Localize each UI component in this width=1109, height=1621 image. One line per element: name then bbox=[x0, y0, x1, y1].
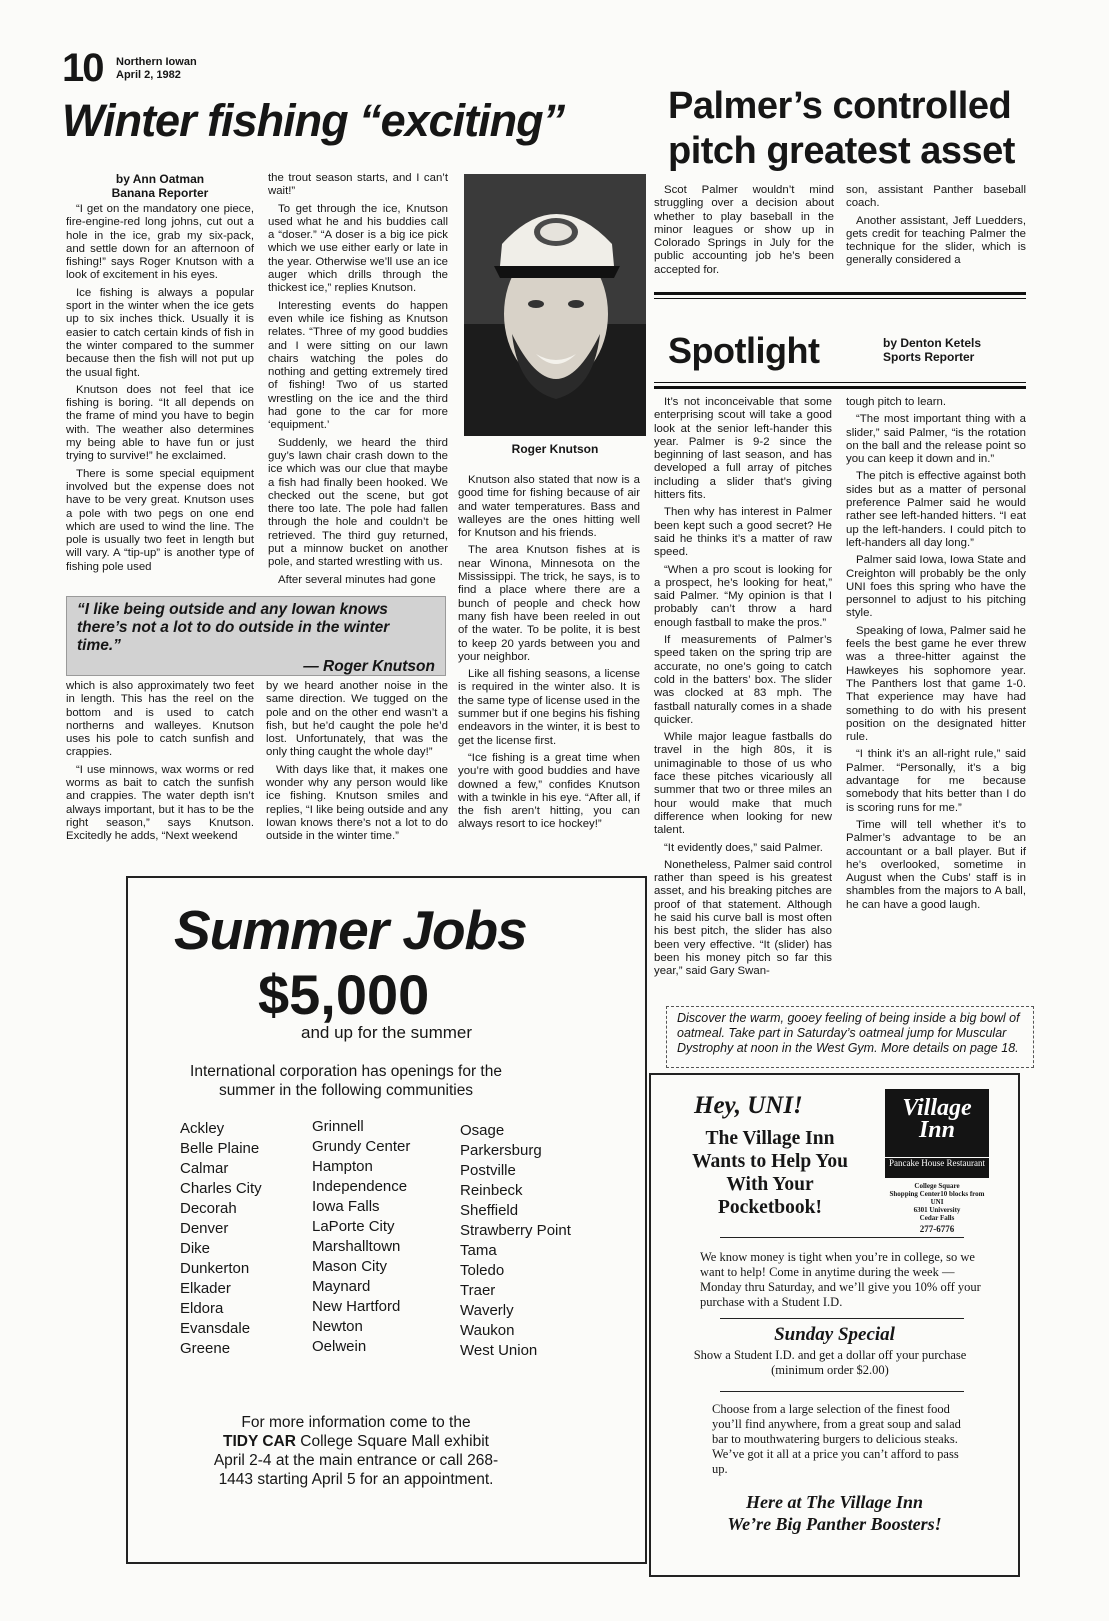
village-inn-lead: The Village Inn Wants to Help You With Your Pocketbook! bbox=[692, 1128, 848, 1218]
city-item: Hampton bbox=[312, 1158, 373, 1175]
paragraph: If measurements of Palmer’s speed taken on the spring trip are accurate, no one’s going to catch cold in the batters’ box. The slider was clocked at 83 mph. The fastball naturally comes in a shade quicker. bbox=[654, 634, 832, 726]
city-item: Belle Plaine bbox=[180, 1140, 260, 1157]
village-inn-logo bbox=[885, 1089, 989, 1157]
portrait-illustration bbox=[464, 174, 646, 436]
city-item: Newton bbox=[312, 1318, 363, 1335]
issue-date: April 2, 1982 bbox=[116, 69, 181, 81]
city-item: Grinnell bbox=[312, 1118, 364, 1135]
spotlight-title: Spotlight bbox=[668, 330, 820, 371]
city-item: Strawberry Point bbox=[460, 1222, 571, 1239]
jobs-city-list-3 bbox=[460, 1121, 610, 1361]
spotlight-byline-role: Sports Reporter bbox=[883, 350, 975, 364]
jobs-city-list-2 bbox=[312, 1117, 452, 1357]
spotlight-byline-name: by Denton Ketels bbox=[883, 336, 982, 350]
sunday-special-title: Sunday Special bbox=[774, 1324, 895, 1345]
village-inn-logo-name: Village Inn bbox=[902, 1095, 972, 1143]
city-item: Tama bbox=[460, 1242, 497, 1259]
paragraph: It’s not inconceivable that some enterprising scout will take a good look at the senior left-hander this year. Palmer is 9-2 since the beginning of last season, and has developed a full array of pitches including a slider that’s giving hitters fits. bbox=[654, 396, 832, 502]
city-item: Sheffield bbox=[460, 1202, 519, 1219]
paragraph: Knutson also stated that now is a good time for fishing because of air and water temperatures. Bass and walleyes are the ones hitting well for Knutson and his friends. bbox=[458, 474, 640, 540]
paragraph: “I use minnows, wax worms or red worms as bait to catch the sunfish and crappies. The water depth isn’t always important, but it has to be the right season,” says Knutson. Excitedly he adds, “Next weekend bbox=[66, 763, 254, 843]
address-line: Cedar Falls bbox=[919, 1214, 955, 1222]
paragraph: The area Knutson fishes at is near Winona, Minnesota on the Mississippi. The trick, he says, is to find a place where there are a bunch of people and check how many fish have been reeled in out of the water. To be polite, it is best to keep 20 yards between you and your neighbor. bbox=[458, 544, 640, 663]
city-item: Independence bbox=[312, 1178, 408, 1195]
paragraph: There is some special equipment involved but the expense does not have to be very great. Knutson uses a pole with two pegs on one end which are used to wind the line. The pole is usually two feet in length but will vary. A “tip-up” is another type of fishing pole used bbox=[66, 467, 254, 573]
address-line: College Square bbox=[914, 1182, 960, 1190]
city-item: Decorah bbox=[180, 1200, 237, 1217]
jobs-ad-title: Summer Jobs bbox=[174, 899, 527, 961]
paragraph: by we heard another noise in the same direction. We tugged on the pole and on the other end wasn’t a fish, but he’d caught the pole he’d lost. Unfortunately, that was the only thing caught the whole day!” bbox=[266, 680, 448, 759]
paragraph: To get through the ice, Knutson used what he and his buddies call a “doser.” “A doser is a big ice pick which we use either early or late in the year. Otherwise we’ll use an ice auger which drills through the thickest ice,” replies Knutson. bbox=[268, 202, 448, 295]
city-item: Postville bbox=[460, 1162, 516, 1179]
village-inn-address bbox=[883, 1182, 991, 1233]
fishing-headline: Winter fishing “exciting” bbox=[62, 95, 565, 146]
city-item: Waverly bbox=[460, 1302, 514, 1319]
palmer-column-2 bbox=[846, 396, 1026, 916]
city-item: Parkersburg bbox=[460, 1142, 542, 1159]
jobs-ad-footer bbox=[206, 1413, 506, 1489]
paragraph: Interesting events do happen even while ice fishing as Knutson relates. “Three of my good buddies and I were sitting on our lawn chairs watching the poles do nothing and getting extremely tired of fishing! Two of us started wrestling on the ice and the third had gone to the car for more ‘equipment.’ bbox=[268, 299, 448, 432]
roger-knutson-photo bbox=[464, 174, 646, 436]
publication-name: Northern Iowan bbox=[116, 56, 197, 68]
tidy-car-brand: TIDY CAR bbox=[223, 1433, 296, 1450]
village-inn-closing bbox=[649, 1491, 1020, 1535]
paragraph: “When a pro scout is looking for a prospect, he’s looking for heat,” said Palmer. “My opinion is that I probably can’t throw a hard enough fastball to make the pros.” bbox=[654, 563, 832, 629]
city-item: Eldora bbox=[180, 1300, 224, 1317]
fishing-column-2 bbox=[268, 172, 448, 591]
palmer-intro-right bbox=[846, 184, 1026, 272]
paragraph: Suddenly, we heard the third guy’s lawn chair crash down to the ice which was our clue that maybe a fish had finally been hooked. We checked out the scene, but got there too late. The pole had fallen through the hole and couldn’t be retrieved. The third guy returned, put a minnow bucket on another pole, and started wrestling with us. bbox=[268, 436, 448, 569]
city-item: Ackley bbox=[180, 1120, 225, 1137]
city-item: New Hartford bbox=[312, 1298, 401, 1315]
village-inn-greeting: Hey, UNI! bbox=[694, 1092, 803, 1119]
pull-quote-text: “I like being outside and any Iowan knows there’s not a lot to do outside in the winter time.” bbox=[77, 601, 390, 654]
spotlight-bottom-rule bbox=[654, 386, 1026, 389]
paragraph: Then why has interest in Palmer been kept such a good secret? He said he thinks it’s a matter of raw speed. bbox=[654, 506, 832, 559]
city-item: Marshalltown bbox=[312, 1238, 401, 1255]
jobs-footer-line: April 2-4 at the main entrance or call 268-1443 starting April 5 for an appointment. bbox=[213, 1452, 499, 1488]
fishing-byline-role: Banana Reporter bbox=[111, 186, 209, 200]
city-item: Maynard bbox=[312, 1278, 371, 1295]
paragraph: Speaking of Iowa, Palmer said he feels the best game he ever threw was a three-hitter against the Hawkeyes his sophomore year. The Panthers lost that game 1-0. That experience may have had something to do with his present position on the designated hitter rule. bbox=[846, 624, 1026, 744]
city-item: West Union bbox=[460, 1342, 538, 1359]
city-item: Greene bbox=[180, 1340, 231, 1357]
city-item: Denver bbox=[180, 1220, 229, 1237]
fishing-column-3 bbox=[458, 474, 640, 836]
fishing-column-1-continued bbox=[66, 680, 254, 848]
paragraph: Knutson does not feel that ice fishing is boring. “It all depends on the frame of mind you have to begin with. The weather also determines my being able to have fun or just trying to survive!” he exclaimed. bbox=[66, 383, 254, 463]
fishing-byline-name: by Ann Oatman bbox=[115, 172, 205, 186]
jobs-ad-intro: International corporation has openings for the summer in the following communities bbox=[190, 1063, 502, 1099]
jobs-ad-amount: $5,000 bbox=[258, 963, 430, 1026]
closing-line: Here at The Village Inn bbox=[745, 1492, 923, 1512]
city-item: Waukon bbox=[460, 1322, 515, 1339]
paragraph: which is also approximately two feet in length. This has the reel on the bottom and is used to catch northerns and walleyes. Knutson uses his pole to catch sunfish and crappies. bbox=[66, 680, 254, 759]
city-item: Osage bbox=[460, 1122, 505, 1139]
city-item: Iowa Falls bbox=[312, 1198, 380, 1215]
city-item: Mason City bbox=[312, 1258, 388, 1275]
paragraph: After several minutes had gone bbox=[278, 573, 436, 586]
pull-quote bbox=[66, 596, 446, 676]
paragraph: Scot Palmer wouldn’t mind struggling over a decision about whether to play baseball in the minor leagues or show up in Colorado Springs in July for the public accounting job he’s been accepted for. bbox=[654, 184, 834, 276]
divider bbox=[720, 1391, 964, 1392]
city-item: Oelwein bbox=[312, 1338, 367, 1355]
closing-line: We’re Big Panther Boosters! bbox=[727, 1514, 942, 1534]
page-number: 10 bbox=[62, 46, 103, 90]
city-item: Calmar bbox=[180, 1160, 229, 1177]
jobs-footer-exhibit bbox=[206, 1432, 506, 1451]
jobs-city-list-1 bbox=[180, 1119, 310, 1359]
oatmeal-jump-notice: Discover the warm, gooey feeling of being inside a big bowl of oatmeal. Take part in Saturday’s oatmeal jump for Muscular Dystrophy at noon in the West Gym. More details on page 18. bbox=[666, 1006, 1034, 1068]
paragraph: The pitch is effective against both sides but as a matter of personal preference Palmer said he would rather see left-handed hitters. “I eat up the left-handers. I could pitch to left-handers all day long.” bbox=[846, 470, 1026, 549]
paragraph: “The most important thing with a slider,” said Palmer, “is the rotation on the ball and the release point so you can keep it down and in.” bbox=[846, 413, 1026, 466]
paragraph: “It evidently does,” said Palmer. bbox=[664, 841, 823, 854]
photo-caption: Roger Knutson bbox=[511, 442, 599, 456]
city-item: Toledo bbox=[460, 1262, 505, 1279]
city-item: LaPorte City bbox=[312, 1218, 395, 1235]
village-inn-phone: 277-6776 bbox=[919, 1224, 955, 1234]
paragraph: “Ice fishing is a great time when you’re with good buddies and have downed a few,” confides Knutson with a twinkle in his eye. “After all, if the fish aren’t hitting, you can always resort to ice hockey!” bbox=[458, 751, 640, 831]
spotlight-top-rule-thin bbox=[654, 298, 1026, 299]
palmer-column-1 bbox=[654, 396, 832, 982]
paragraph: son, assistant Panther baseball coach. bbox=[846, 184, 1026, 210]
paragraph: While major league fastballs do travel in the high 80s, it is unimaginable to those of us who face these pitches vicariously all summer that two or three miles an hour would make that much difference when looking for new talent. bbox=[654, 731, 832, 837]
city-item: Dike bbox=[180, 1240, 211, 1257]
palmer-intro-left bbox=[654, 184, 834, 281]
sunday-special-text: Show a Student I.D. and get a dollar off your purchase (minimum order $2.00) bbox=[693, 1348, 967, 1377]
city-item: Evansdale bbox=[180, 1320, 251, 1337]
fishing-column-2-continued bbox=[266, 680, 448, 848]
paragraph: “I think it’s an all-right rule,” said Palmer. “Personally, it’s a big advantage for me because somebody that hits better than I do is scoring runs for me.” bbox=[846, 748, 1026, 814]
city-item: Reinbeck bbox=[460, 1182, 523, 1199]
jobs-ad-subtitle: and up for the summer bbox=[300, 1023, 473, 1042]
village-inn-body: We know money is tight when you’re in college, so we want to help! Come in anytime during the week — Monday thru Saturday, and we’ll give you 10% off your purchase with a Student I.D. bbox=[700, 1250, 981, 1309]
address-line: Shopping Center10 blocks from UNI bbox=[889, 1190, 985, 1206]
city-item: Grundy Center bbox=[312, 1138, 411, 1155]
jobs-footer-line: For more information come to the bbox=[241, 1414, 471, 1431]
paragraph: tough pitch to learn. bbox=[846, 396, 947, 408]
city-item: Traer bbox=[460, 1282, 496, 1299]
divider bbox=[720, 1237, 964, 1238]
village-inn-logo-subtitle: Pancake House Restaurant bbox=[885, 1158, 989, 1178]
spotlight-bottom-rule-thin bbox=[654, 382, 1026, 383]
pull-quote-attribution: — Roger Knutson bbox=[303, 658, 435, 675]
address-line: 6301 University bbox=[913, 1206, 961, 1214]
palmer-headline: Palmer’s controlled pitch greatest asset bbox=[668, 85, 1015, 172]
spotlight-top-rule bbox=[654, 292, 1026, 295]
city-item: Dunkerton bbox=[180, 1260, 250, 1277]
city-item: Charles City bbox=[180, 1180, 262, 1197]
fishing-column-1 bbox=[66, 203, 254, 578]
paragraph: Ice fishing is always a popular sport in the winter when the ice gets up to six inches thick. Usually it is easier to catch certain kinds of fish in the winter compared to the summer because then the fish will not put up the usual fight. bbox=[66, 286, 254, 379]
divider bbox=[720, 1318, 964, 1319]
jobs-footer-exhibit-text: College Square Mall exhibit bbox=[295, 1433, 489, 1450]
paragraph: Palmer said Iowa, Iowa State and Creighton will probably be the only UNI foes this spring who have the personnel to adjust to his pitching style. bbox=[846, 554, 1026, 620]
paragraph: With days like that, it makes one wonder why any person would like ice fishing. Knutson smiles and replies, “I like being outside and any Iowan knows there’s not a lot to do outside in the winter time.” bbox=[266, 763, 448, 843]
paragraph: Time will tell whether it’s to Palmer’s advantage to be an accountant or a ball player. But if he’s overlooked, sometime in August when the Cubs’ staff is in shambles from the majors to A ball, he can have a good laugh. bbox=[846, 818, 1026, 911]
village-inn-selection: Choose from a large selection of the finest food you’ll find anywhere, from a great soup and salad bar to mouthwatering burgers to delicious steaks. We’ve got it all at a price you can’t afford to pass up. bbox=[712, 1402, 961, 1476]
paragraph: Another assistant, Jeff Luedders, gets credit for teaching Palmer the technique for the slider, which is generally considered a bbox=[846, 214, 1026, 267]
paragraph: “I get on the mandatory one piece, fire-engine-red long johns, cut out a hole in the ice, grab my six-pack, and settle down for an afternoon of fishing!” says Roger Knutson with a look of excitement in his eyes. bbox=[66, 203, 254, 282]
city-item: Elkader bbox=[180, 1280, 231, 1297]
paragraph: the trout season starts, and I can’t wait!” bbox=[268, 172, 448, 198]
paragraph: Like all fishing seasons, a license is required in the winter also. It is the same type of license used in the summer but if one begins his fishing endeavors in the winter, it is best to get the license first. bbox=[458, 668, 640, 747]
paragraph: Nonetheless, Palmer said control rather than speed is his greatest asset, and his breaking pitches are proof of that statement. Although he said his curve ball is most often his best pitch, the slider has also been very effective. “It (slider) has been his money pitch so far this year,” said Gary Swan- bbox=[654, 858, 832, 978]
